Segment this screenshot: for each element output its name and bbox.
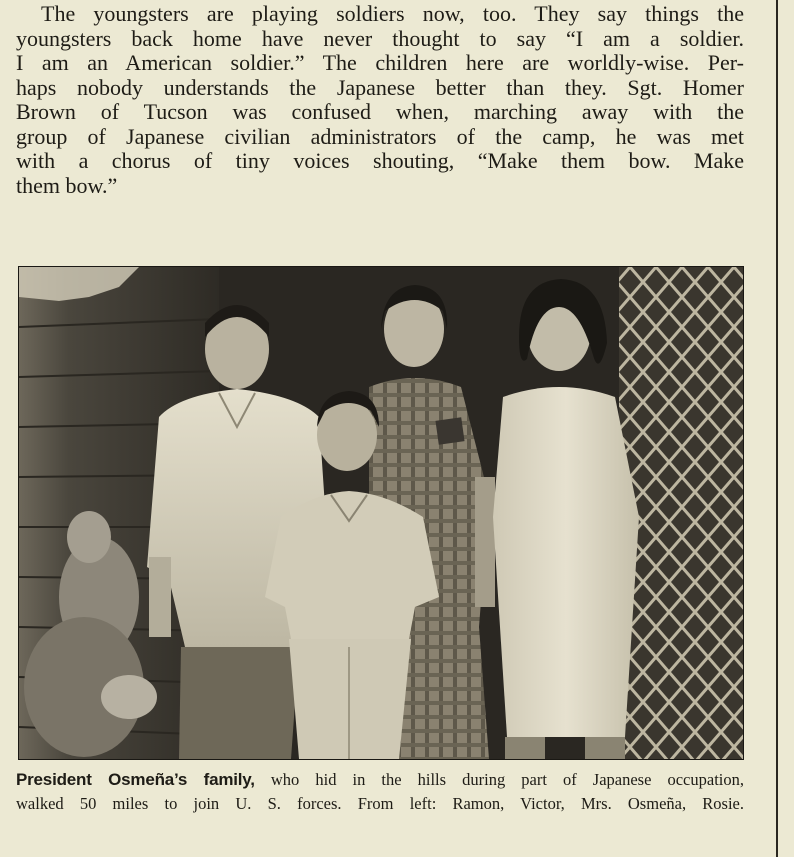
article-line: youngsters back home have never thought to say “I am a soldier. bbox=[16, 26, 744, 51]
article-body bbox=[16, 2, 744, 198]
article-line: The youngsters are playing soldiers now, too. They say things the bbox=[41, 2, 744, 26]
article-line: group of Japanese civilian administrators of the camp, he was met bbox=[16, 124, 744, 149]
photo-caption bbox=[16, 768, 744, 816]
caption-text: who hid in the hills during part of Japanese occupation, bbox=[254, 770, 744, 789]
article-line: Brown of Tucson was confused when, marching away with the bbox=[16, 100, 744, 124]
photo-illustration bbox=[19, 267, 743, 759]
caption-line bbox=[16, 768, 744, 792]
article-line: I am an American soldier.” The children here are worldly-wise. Per- bbox=[16, 51, 744, 75]
article-line: with a chorus of tiny voices shouting, “Make them bow. Make bbox=[16, 149, 744, 173]
column-divider bbox=[776, 0, 778, 857]
article-line: them bow.” bbox=[16, 173, 118, 198]
family-photograph bbox=[18, 266, 744, 760]
article-line: haps nobody understands the Japanese better than they. Sgt. Homer bbox=[16, 75, 744, 100]
caption-lead: President Osmeña’s family, bbox=[16, 770, 255, 789]
caption-line: walked 50 miles to join U. S. forces. From left: Ramon, Victor, Mrs. Osmeña, Rosie. bbox=[16, 794, 744, 813]
